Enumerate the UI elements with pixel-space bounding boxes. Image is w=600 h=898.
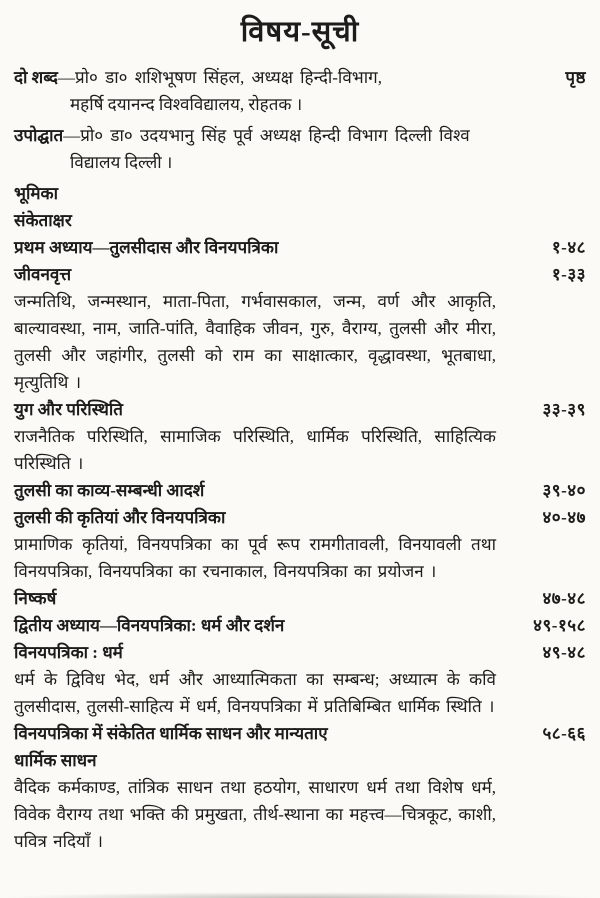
entry-lead: दो शब्द bbox=[14, 68, 58, 87]
toc-heading bbox=[14, 396, 586, 423]
toc-heading-label: भूमिका bbox=[14, 184, 58, 203]
toc-heading bbox=[14, 234, 586, 261]
page-range: १-४८ bbox=[551, 238, 586, 257]
toc-heading-label: निष्कर्ष bbox=[14, 589, 57, 608]
toc-heading-label: प्रथम अध्याय—तुलसीदास और विनयपत्रिका bbox=[14, 238, 279, 257]
toc-heading-label: धार्मिक साधन bbox=[14, 751, 97, 770]
page-range: १-३३ bbox=[551, 265, 586, 284]
entry-rest: —प्रो० डा० शशिभूषण सिंहल, अध्यक्ष हिन्दी-विभाग, bbox=[57, 68, 382, 87]
toc-description: वैदिक कर्मकाण्ड, तांत्रिक साधन तथा हठयोग, साधारण धर्म तथा विशेष धर्म, विवेक वैराग्य तथा भक्ति की प्रमुखता, तीर्थ-स्थाना का महत्त्व—चित्रकूट, काशी, पवित्र नदियाँ । bbox=[14, 778, 496, 851]
toc-heading-label: संकेताक्षर bbox=[14, 211, 72, 230]
page-range: ४०-४७ bbox=[542, 508, 586, 527]
entry-continuation: महर्षि दयानन्द विश्वविद्यालय, रोहतक । bbox=[70, 95, 303, 114]
front-matter-line bbox=[14, 122, 586, 149]
toc-heading bbox=[14, 639, 586, 666]
scan-bottom-edge bbox=[0, 892, 600, 898]
page-range: ४९-१५८ bbox=[533, 616, 586, 635]
toc-list bbox=[14, 64, 586, 855]
page-title: विषय-सूची bbox=[240, 16, 360, 48]
toc-heading bbox=[14, 585, 586, 612]
toc-heading-label: तुलसी का काव्य-सम्बन्धी आदर्श bbox=[14, 481, 205, 500]
toc-heading-label: तुलसी की कृतियां और विनयपत्रिका bbox=[14, 508, 226, 527]
toc-description: जन्मतिथि, जन्मस्थान, माता-पिता, गर्भवासकाल, जन्म, वर्ण और आकृति, बाल्यावस्था, नाम, जाति-पांति, वैवाहिक जीवन, गुरु, वैराग्य, तुलसी और मीरा, तुलसी और जहांगीर, तुलसी को राम का साक्षात्कार, वृद्धावस्था, भूतबाधा, मृत्युतिथि । bbox=[14, 292, 496, 392]
toc-heading bbox=[14, 612, 586, 639]
toc-heading-label: द्वितीय अध्याय—विनयपत्रिका: धर्म और दर्शन bbox=[14, 616, 285, 635]
page-range: ३९-४० bbox=[542, 481, 586, 500]
toc-heading-label: विनयपत्रिका में संकेतित धार्मिक साधन और मान्यताए bbox=[14, 724, 328, 743]
front-matter-entry bbox=[14, 122, 586, 176]
toc-description: धर्म के द्विविध भेद, धर्म और आध्यात्मिकता का सम्बन्ध; अध्यात्म के कवि तुलसीदास, तुलसी-साहित्य में धर्म, विनयपत्रिका में प्रतिबिम्बित धार्मिक स्थिति । bbox=[14, 670, 496, 716]
page-range: ४९-४८ bbox=[542, 643, 586, 662]
pages-column-header: पृष्ठ bbox=[565, 68, 586, 87]
entry-continuation: विद्यालय दिल्ली । bbox=[70, 153, 173, 172]
front-matter-line bbox=[14, 64, 586, 91]
toc-heading bbox=[14, 261, 586, 288]
toc-heading bbox=[14, 720, 586, 747]
toc-heading-label: विनयपत्रिका : धर्म bbox=[14, 643, 123, 662]
toc-description: प्रामाणिक कृतियां, विनयपत्रिका का पूर्व रूप रामगीतावली, विनयावली तथा विनयपत्रिका, विनयपत्रिका का रचनाकाल, विनयपत्रिका का प्रयोजन । bbox=[14, 535, 496, 581]
toc-heading-label: जीवनवृत्त bbox=[14, 265, 72, 284]
toc-heading bbox=[14, 477, 586, 504]
page-range: ५८-६६ bbox=[542, 724, 586, 743]
toc-heading bbox=[14, 747, 586, 774]
toc-heading bbox=[14, 180, 586, 207]
toc-description: राजनैतिक परिस्थिति, सामाजिक परिस्थिति, धार्मिक परिस्थिति, साहित्यिक परिस्थिति । bbox=[14, 427, 496, 473]
entry-rest: —प्रो० डा० उदयभानु सिंह पूर्व अध्यक्ष हिन्दी विभाग दिल्ली विश्व bbox=[63, 126, 470, 145]
toc-heading bbox=[14, 504, 586, 531]
toc-heading bbox=[14, 207, 586, 234]
toc-heading-label: युग और परिस्थिति bbox=[14, 400, 123, 419]
page-range: ३३-३९ bbox=[542, 400, 586, 419]
front-matter-entry bbox=[14, 64, 586, 118]
entry-lead: उपोद्घात bbox=[14, 126, 64, 145]
page-range: ४७-४८ bbox=[542, 589, 586, 608]
